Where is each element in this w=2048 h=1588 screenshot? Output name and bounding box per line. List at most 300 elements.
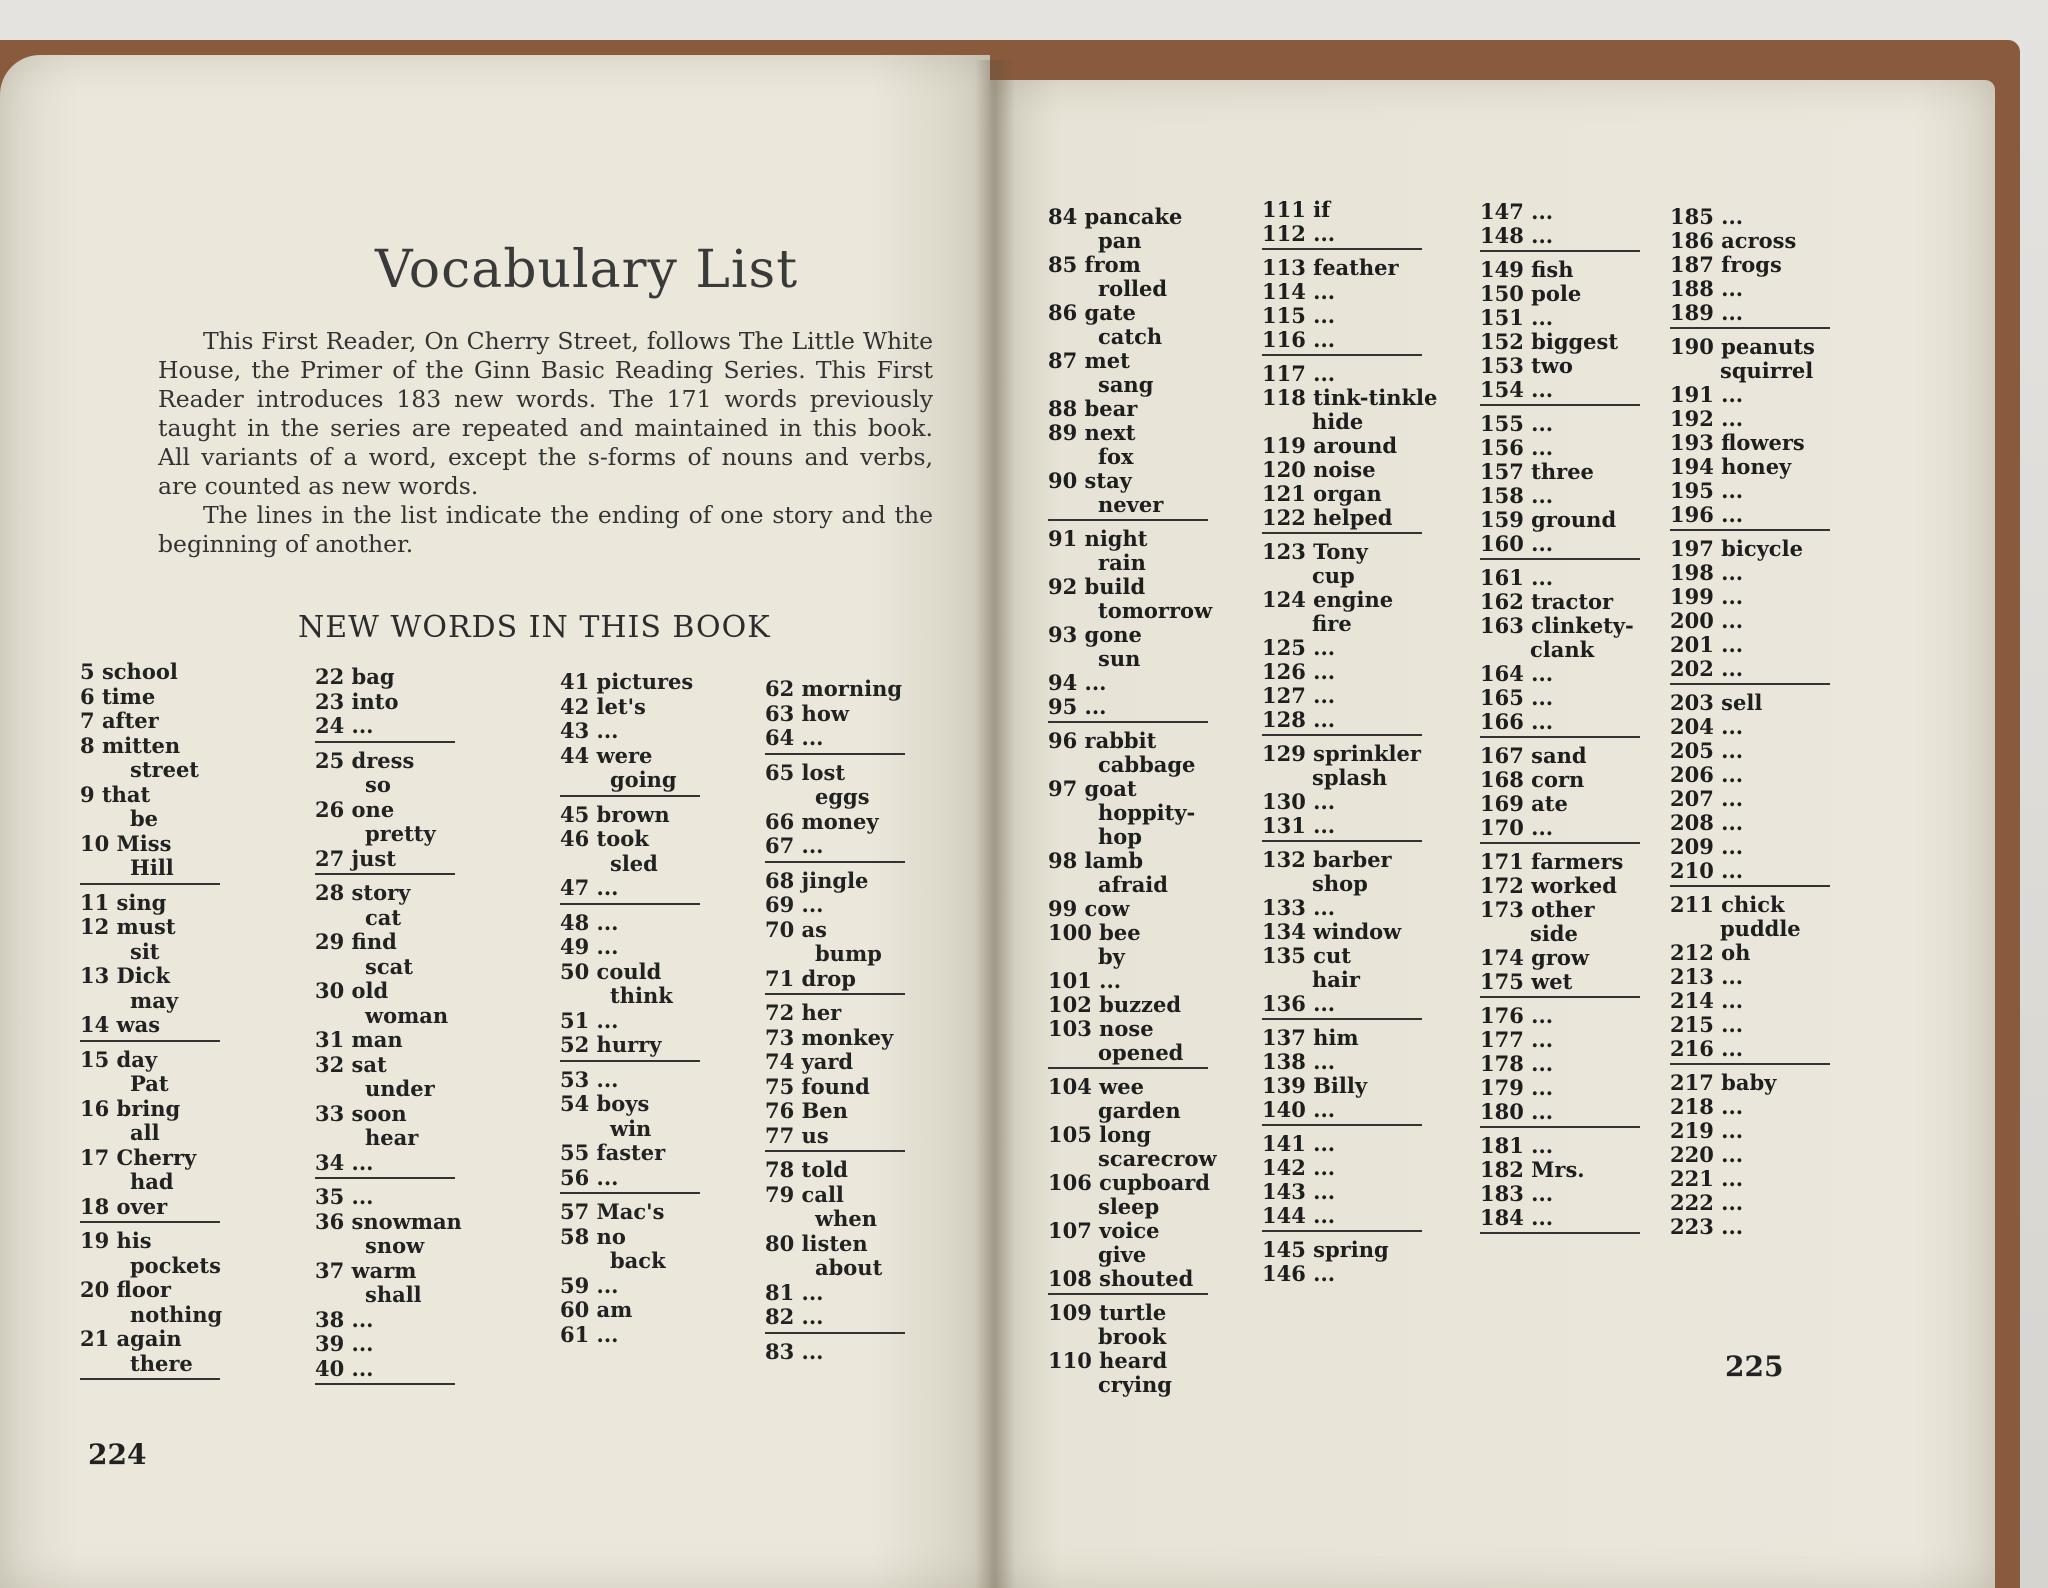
vocab-entry xyxy=(80,1195,222,1220)
vocab-entry xyxy=(1048,1267,1217,1291)
entry-number: 119 xyxy=(1262,433,1306,458)
entry-word: sat xyxy=(351,1051,387,1077)
entry-number: 56 xyxy=(560,1164,590,1190)
story-divider xyxy=(1262,734,1422,736)
entry-word: lost xyxy=(801,759,846,785)
vocab-entry xyxy=(1048,1195,1217,1219)
story-divider xyxy=(560,903,700,905)
entry-number: 34 xyxy=(315,1149,345,1175)
entry-word: sing xyxy=(116,889,167,915)
vocab-entry xyxy=(315,665,462,690)
vocab-entry xyxy=(1048,695,1217,719)
entry-word: dress xyxy=(351,747,415,773)
entry-word: brown xyxy=(596,801,670,827)
vocab-entry xyxy=(1480,200,1640,224)
entry-word: night xyxy=(1084,526,1148,551)
story-divider xyxy=(1670,1063,1830,1065)
vocab-entry xyxy=(1480,710,1640,734)
entry-number: 41 xyxy=(560,669,590,694)
vocab-entry xyxy=(80,940,222,965)
entry-word: ... xyxy=(1721,1012,1744,1037)
entry-number: 58 xyxy=(560,1223,590,1249)
entry-number: 142 xyxy=(1262,1155,1306,1180)
entry-number: 153 xyxy=(1480,353,1524,378)
vocab-entry xyxy=(1262,1180,1437,1204)
entry-word: garden xyxy=(1098,1098,1181,1123)
entry-word: ... xyxy=(1721,632,1744,657)
entry-number: 47 xyxy=(560,875,590,900)
vocab-entry xyxy=(80,1303,222,1328)
vocab-entry xyxy=(315,1053,462,1078)
entry-word: rain xyxy=(1098,550,1146,575)
entry-number: 24 xyxy=(315,713,345,738)
entry-word: grow xyxy=(1531,945,1589,970)
entry-word: ... xyxy=(596,718,619,743)
vocab-entry xyxy=(560,719,700,744)
vocab-entry xyxy=(315,930,462,955)
entry-word: never xyxy=(1098,492,1164,517)
entry-word: as xyxy=(801,916,827,942)
entry-word: across xyxy=(1721,228,1797,253)
vocab-entry xyxy=(1670,1071,1830,1095)
entry-word: think xyxy=(610,983,673,1008)
left-page xyxy=(0,55,990,1588)
vocab-entry xyxy=(1670,253,1830,277)
entry-number: 104 xyxy=(1048,1074,1092,1099)
entry-word: ... xyxy=(1721,656,1744,681)
vocab-entry xyxy=(1048,753,1217,777)
entry-word: bicycle xyxy=(1721,536,1803,561)
story-divider xyxy=(765,753,905,755)
entry-number: 135 xyxy=(1262,943,1306,968)
entry-number: 208 xyxy=(1670,810,1714,835)
vocab-entry xyxy=(1262,790,1437,814)
entry-number: 164 xyxy=(1480,661,1524,686)
entry-number: 138 xyxy=(1262,1049,1306,1074)
entry-word: morning xyxy=(801,676,903,701)
entry-word: tink-tinkle xyxy=(1313,385,1438,410)
entry-word: wee xyxy=(1099,1074,1144,1099)
entry-number: 33 xyxy=(315,1100,345,1126)
entry-word: listen xyxy=(801,1230,868,1256)
vocab-entry xyxy=(80,1278,222,1303)
entry-number: 76 xyxy=(765,1098,795,1123)
vocab-entry xyxy=(1048,445,1217,469)
vocab-entry xyxy=(1480,566,1640,590)
entry-word: win xyxy=(610,1115,652,1141)
entry-number: 168 xyxy=(1480,767,1524,792)
entry-word: faster xyxy=(596,1140,666,1165)
intro-text xyxy=(158,327,933,559)
entry-number: 171 xyxy=(1480,849,1524,874)
entry-word: was xyxy=(116,1012,161,1037)
vocab-entry xyxy=(1670,1119,1830,1143)
entry-number: 219 xyxy=(1670,1118,1714,1143)
entry-word: baby xyxy=(1721,1070,1777,1095)
entry-number: 112 xyxy=(1262,221,1306,246)
vocab-entry xyxy=(1670,965,1830,989)
entry-number: 39 xyxy=(315,1331,345,1356)
entry-word: ... xyxy=(1313,1203,1336,1228)
vocab-entry xyxy=(315,1259,462,1284)
entry-number: 169 xyxy=(1480,791,1524,816)
word-column-2 xyxy=(315,665,462,1391)
entry-word: sun xyxy=(1098,646,1141,671)
entry-word: may xyxy=(130,987,179,1013)
vocab-entry xyxy=(315,822,462,847)
entry-word: ... xyxy=(1721,584,1744,609)
entry-number: 181 xyxy=(1480,1133,1524,1158)
entry-number: 188 xyxy=(1670,276,1714,301)
vocab-entry xyxy=(1480,662,1640,686)
entry-word: lamb xyxy=(1084,848,1144,873)
entry-number: 95 xyxy=(1048,694,1078,719)
entry-word: ... xyxy=(351,1355,374,1381)
entry-number: 204 xyxy=(1670,714,1714,739)
vocab-entry xyxy=(1048,1041,1217,1065)
entry-word: ... xyxy=(351,1331,374,1356)
entry-number: 117 xyxy=(1262,361,1306,386)
story-divider xyxy=(1262,248,1422,250)
entry-word: nothing xyxy=(130,1301,223,1327)
entry-word: ... xyxy=(1721,1142,1744,1167)
entry-number: 170 xyxy=(1480,815,1524,840)
entry-word: that xyxy=(101,781,151,807)
story-divider xyxy=(1262,354,1422,356)
story-divider xyxy=(1048,1293,1208,1295)
entry-word: warm xyxy=(351,1257,417,1283)
vocab-entry xyxy=(1670,585,1830,609)
entry-number: 37 xyxy=(315,1257,345,1283)
entry-word: ... xyxy=(1531,709,1554,734)
vocab-entry xyxy=(1262,872,1437,896)
vocab-entry xyxy=(1048,801,1217,825)
entry-number: 167 xyxy=(1480,743,1524,768)
entry-number: 165 xyxy=(1480,685,1524,710)
vocab-entry xyxy=(1262,362,1437,386)
vocab-entry xyxy=(560,768,700,793)
entry-word: scat xyxy=(365,953,413,979)
vocab-entry xyxy=(1670,301,1830,325)
vocab-entry xyxy=(1670,1191,1830,1215)
entry-word: ... xyxy=(1721,1214,1744,1239)
vocab-entry xyxy=(1262,222,1437,246)
entry-word: ... xyxy=(1721,560,1744,585)
entry-word: ... xyxy=(1531,1051,1554,1076)
entry-word: by xyxy=(1098,944,1125,969)
entry-number: 48 xyxy=(560,909,590,935)
entry-number: 99 xyxy=(1048,896,1078,921)
vocab-entry xyxy=(315,714,462,739)
vocab-entry xyxy=(1262,304,1437,328)
vocab-entry xyxy=(80,783,222,808)
entry-number: 109 xyxy=(1048,1300,1092,1325)
entry-number: 54 xyxy=(560,1091,590,1116)
entry-number: 85 xyxy=(1048,252,1078,277)
vocab-entry xyxy=(1262,280,1437,304)
entry-number: 72 xyxy=(765,1000,795,1025)
entry-word: bear xyxy=(1084,396,1138,421)
entry-number: 97 xyxy=(1048,776,1078,801)
entry-word: gate xyxy=(1084,300,1136,325)
entry-number: 137 xyxy=(1262,1025,1306,1050)
vocab-entry xyxy=(765,1099,905,1124)
vocab-entry xyxy=(1262,920,1437,944)
entry-number: 75 xyxy=(765,1073,795,1099)
vocab-entry xyxy=(1048,551,1217,575)
vocab-entry xyxy=(765,1001,905,1026)
vocab-entry xyxy=(1670,359,1830,383)
entry-number: 218 xyxy=(1670,1094,1714,1119)
story-divider xyxy=(80,1040,220,1042)
vocab-entry xyxy=(765,677,905,702)
vocab-entry xyxy=(80,1146,222,1171)
vocab-entry xyxy=(1670,787,1830,811)
vocab-entry xyxy=(765,834,905,859)
vocab-entry xyxy=(1048,1301,1217,1325)
vocab-entry xyxy=(315,798,462,823)
story-divider xyxy=(1480,558,1640,560)
vocab-entry xyxy=(80,832,222,857)
entry-number: 182 xyxy=(1480,1157,1524,1182)
page-number-right: 225 xyxy=(1725,1350,1784,1383)
entry-word: farmers xyxy=(1531,849,1624,874)
entry-number: 214 xyxy=(1670,988,1714,1013)
entry-word: if xyxy=(1313,197,1331,222)
entry-number: 46 xyxy=(560,826,590,851)
vocab-entry xyxy=(315,1332,462,1357)
vocab-entry xyxy=(1670,1215,1830,1239)
entry-word: bag xyxy=(351,664,395,689)
vocab-entry xyxy=(315,906,462,931)
entry-number: 172 xyxy=(1480,873,1524,898)
vocab-entry xyxy=(1670,1095,1830,1119)
entry-word: ... xyxy=(1721,738,1744,763)
vocab-entry xyxy=(560,1274,700,1299)
vocab-entry xyxy=(1262,198,1437,222)
entry-number: 7 xyxy=(80,708,95,733)
vocab-entry xyxy=(315,1126,462,1151)
vocab-entry xyxy=(1670,811,1830,835)
vocab-entry xyxy=(315,749,462,774)
entry-word: window xyxy=(1313,919,1402,944)
entry-word: ... xyxy=(351,1306,374,1332)
entry-word: drop xyxy=(801,965,856,991)
entry-word: ... xyxy=(1531,1099,1554,1124)
entry-number: 74 xyxy=(765,1049,795,1074)
entry-word: ... xyxy=(1313,683,1336,708)
entry-word: ... xyxy=(1531,305,1554,330)
vocab-entry xyxy=(1048,575,1217,599)
vocab-entry xyxy=(315,1234,462,1259)
entry-number: 209 xyxy=(1670,834,1714,859)
entry-word: so xyxy=(365,772,391,797)
vocab-entry xyxy=(1480,1100,1640,1124)
entry-number: 68 xyxy=(765,867,795,893)
entry-number: 158 xyxy=(1480,483,1524,508)
word-column-5 xyxy=(1048,205,1217,1397)
entry-word: let's xyxy=(596,693,646,719)
vocab-entry xyxy=(1480,898,1640,922)
entry-word: ... xyxy=(596,1066,619,1092)
entry-number: 89 xyxy=(1048,420,1078,445)
entry-number: 110 xyxy=(1048,1348,1092,1373)
entry-word: going xyxy=(610,767,677,792)
entry-word: cup xyxy=(1312,563,1355,588)
story-divider xyxy=(1480,996,1640,998)
story-divider xyxy=(1480,1126,1640,1128)
entry-word: Billy xyxy=(1313,1073,1368,1098)
story-divider xyxy=(1480,250,1640,252)
entry-number: 111 xyxy=(1262,197,1306,222)
entry-number: 83 xyxy=(765,1338,795,1364)
entry-number: 206 xyxy=(1670,762,1714,787)
vocab-entry xyxy=(560,960,700,985)
entry-number: 53 xyxy=(560,1066,590,1092)
vocab-entry xyxy=(765,942,905,967)
entry-word: sprinkler xyxy=(1313,741,1421,766)
entry-number: 60 xyxy=(560,1297,590,1322)
entry-word: school xyxy=(101,659,178,684)
vocab-entry xyxy=(1048,277,1217,301)
vocab-entry xyxy=(1480,1182,1640,1206)
vocab-entry xyxy=(560,1298,700,1323)
vocab-entry xyxy=(765,702,905,727)
entry-number: 40 xyxy=(315,1355,345,1381)
entry-number: 162 xyxy=(1480,589,1524,614)
entry-number: 213 xyxy=(1670,964,1714,989)
entry-word: her xyxy=(801,1000,842,1025)
entry-word: rabbit xyxy=(1084,728,1157,753)
vocab-entry xyxy=(1048,349,1217,373)
entry-word: sit xyxy=(130,938,160,964)
entry-number: 62 xyxy=(765,676,795,701)
entry-number: 93 xyxy=(1048,622,1078,647)
entry-number: 203 xyxy=(1670,690,1714,715)
vocab-entry xyxy=(1480,970,1640,994)
vocab-entry xyxy=(1048,301,1217,325)
entry-word: ... xyxy=(1313,659,1336,684)
vocab-entry xyxy=(315,1004,462,1029)
vocab-entry xyxy=(80,685,222,710)
entry-number: 113 xyxy=(1262,255,1306,280)
entry-number: 25 xyxy=(315,747,345,773)
vocab-entry xyxy=(560,1033,700,1058)
vocab-entry xyxy=(560,935,700,960)
vocab-entry xyxy=(1670,335,1830,359)
vocab-entry xyxy=(560,1323,700,1348)
vocab-entry xyxy=(80,1170,222,1195)
entry-word: worked xyxy=(1531,873,1617,898)
entry-number: 192 xyxy=(1670,406,1714,431)
entry-number: 87 xyxy=(1048,348,1078,373)
entry-number: 30 xyxy=(315,978,345,1003)
vocab-entry xyxy=(1048,777,1217,801)
vocab-entry xyxy=(1670,609,1830,633)
entry-word: ... xyxy=(1721,406,1744,431)
entry-number: 186 xyxy=(1670,228,1714,253)
entry-word: engine xyxy=(1313,587,1394,612)
entry-number: 101 xyxy=(1048,968,1092,993)
vocab-entry xyxy=(1262,410,1437,434)
entry-number: 49 xyxy=(560,934,590,959)
entry-word: buzzed xyxy=(1099,992,1182,1017)
entry-word: Tony xyxy=(1313,539,1368,564)
entry-word: us xyxy=(801,1122,829,1148)
entry-number: 52 xyxy=(560,1032,590,1057)
entry-number: 57 xyxy=(560,1199,590,1224)
entry-word: ... xyxy=(1531,1027,1554,1052)
vocab-entry xyxy=(1670,1037,1830,1061)
vocab-entry xyxy=(80,1097,222,1122)
entry-word: back xyxy=(610,1248,666,1273)
entry-number: 211 xyxy=(1670,892,1714,917)
entry-word: snow xyxy=(365,1233,425,1258)
vocab-entry xyxy=(1048,945,1217,969)
entry-word: corn xyxy=(1531,767,1585,792)
vocab-entry xyxy=(560,1141,700,1166)
vocab-entry xyxy=(1670,205,1830,229)
entry-word: spring xyxy=(1313,1237,1389,1262)
vocab-entry xyxy=(1670,383,1830,407)
vocab-entry xyxy=(1262,588,1437,612)
intro-paragraph-2: The lines in the list indicate the ending of one story and the beginning of another. xyxy=(158,501,933,558)
story-divider xyxy=(1480,842,1640,844)
vocab-entry xyxy=(560,1225,700,1250)
entry-word: no xyxy=(596,1223,626,1249)
entry-number: 154 xyxy=(1480,377,1524,402)
vocab-entry xyxy=(1048,1075,1217,1099)
vocab-entry xyxy=(1048,921,1217,945)
entry-number: 212 xyxy=(1670,940,1714,965)
entry-number: 17 xyxy=(80,1144,110,1170)
entry-word: ... xyxy=(1721,714,1744,739)
entry-number: 198 xyxy=(1670,560,1714,585)
vocab-entry xyxy=(1480,744,1640,768)
entry-number: 124 xyxy=(1262,587,1306,612)
entry-word: ... xyxy=(1313,991,1336,1016)
vocab-entry xyxy=(1480,1206,1640,1230)
vocab-entry xyxy=(1670,691,1830,715)
vocab-entry xyxy=(80,1254,222,1279)
entry-word: helped xyxy=(1313,505,1393,530)
entry-word: fire xyxy=(1312,611,1352,636)
vocab-entry xyxy=(1048,849,1217,873)
entry-word: him xyxy=(1313,1025,1359,1050)
entry-word: floor xyxy=(116,1277,171,1302)
entry-word: ... xyxy=(1313,895,1336,920)
vocab-entry xyxy=(1670,633,1830,657)
entry-word: ... xyxy=(1721,382,1744,407)
entry-word: about xyxy=(815,1255,883,1280)
entry-number: 128 xyxy=(1262,707,1306,732)
entry-word: around xyxy=(1313,433,1398,458)
entry-number: 94 xyxy=(1048,670,1078,695)
entry-number: 77 xyxy=(765,1122,795,1148)
vocab-entry xyxy=(80,1229,222,1254)
entry-word: feather xyxy=(1313,255,1399,280)
vocab-entry xyxy=(1048,623,1217,647)
story-divider xyxy=(315,741,455,743)
story-divider xyxy=(1048,721,1208,723)
vocab-entry xyxy=(1670,835,1830,859)
entry-number: 70 xyxy=(765,916,795,942)
vocab-entry xyxy=(1262,636,1437,660)
vocab-entry xyxy=(1670,893,1830,917)
entry-word: brook xyxy=(1098,1324,1167,1349)
vocab-entry xyxy=(560,695,700,720)
entry-number: 82 xyxy=(765,1304,795,1329)
